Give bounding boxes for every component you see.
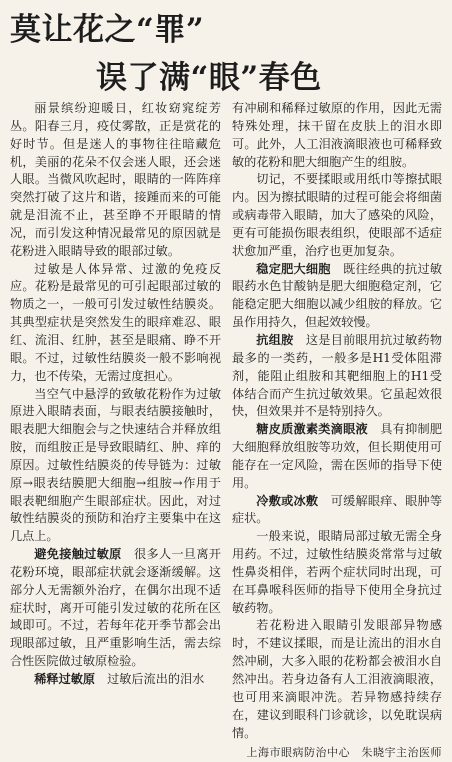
left-column	[10, 100, 221, 689]
headline-line-2: 误了满“眼”春色	[96, 60, 322, 96]
article-headline	[0, 0, 452, 96]
body-paragraph: 丽景缤纷迎暖日，红妆窈窕绽芳丛。阳春三月，疫仗雾散，正是赏花的好时节。但是迷人的事物往往暗藏危机，美丽的花朵不仅会迷人眼，还会迷人眼。当微风吹起时，眼睛的一阵阵痒突然打破了这片和谐，接踵而来的可能就是泪流不止，甚至睁不开眼睛的情况，而引发这种情况最常见的原因就是花粉进入眼睛导致的眼部过敏。	[10, 101, 221, 258]
section-paragraph	[232, 421, 442, 492]
section-text: 可缓解眼痒、眼肿等症状。	[232, 493, 443, 526]
body-paragraph: 一般来说，眼睛局部过敏无需全身用药。不过，过敏性结膜炎常常与过敏性鼻炎相伴，若两个症状同时出现，可在耳鼻喉科医师的指导下使用全身抗过敏药物。	[232, 529, 442, 615]
section-heading: 抗组胺	[256, 332, 294, 347]
right-column	[232, 100, 442, 762]
section-paragraph	[10, 671, 221, 689]
section-heading: 糖皮质激素类滴眼液	[256, 422, 368, 437]
section-paragraph	[10, 546, 221, 671]
body-paragraph: 若花粉进入眼睛引发眼部异物感时，不建议揉眼，而是让流出的泪水自然冲刷，大多入眼的花粉都会被泪水自然冲出。若身边备有人工泪液滴眼液，也可用来滴眼冲洗。若异物感持续存在，建议到眼科门诊就诊，以免耽误病情。	[232, 618, 442, 740]
section-text: 这是目前眼用抗过敏药物最多的一类药，一般多是H1受体阻滞剂，能阻止组胺和其靶细胞上的H1受体结合而产生抗过敏效果。它虽起效很快，但效果并不是特别持久。	[232, 332, 443, 419]
section-heading: 冷敷或冰敷	[256, 493, 319, 508]
section-paragraph	[232, 332, 442, 421]
continued-paragraph: 有冲刷和稀释过敏原的作用，因此无需特殊处理，抹干留在皮肤上的泪水即可。此外，人工泪液滴眼液也可稀释致敏的花粉和肥大细胞产生的组胺。	[232, 101, 442, 169]
section-heading: 稀释过敏原	[34, 672, 95, 686]
section-text: 具有抑制肥大细胞释放组胺等功效，但长期使用可能存在一定风险，需在医师的指导下使用。	[232, 422, 443, 490]
author-byline: 上海市眼病防治中心 朱晓宇主治医师	[246, 746, 442, 760]
section-text: 很多人一旦离开花粉环境，眼部症状就会逐渐缓解。这部分人无需额外治疗，在偶尔出现不适症状时，离开可能引发过敏的花所在区域即可。不过，若每年花开季节都会出现眼部过敏，且严重影响生活，需去综合性医院做过敏原检验。	[10, 547, 221, 669]
body-paragraph: 切记，不要揉眼或用纸巾等擦拭眼内。因为擦拭眼睛的过程可能会将细菌或病毒带入眼睛，加大了感染的风险，更有可能损伤眼表组织，使眼部不适症状愈加严重，治疗也更加复杂。	[232, 172, 442, 258]
section-heading: 稳定肥大细胞	[256, 261, 331, 276]
section-paragraph	[232, 261, 442, 332]
section-text: 过敏后流出的泪水	[107, 672, 205, 686]
body-paragraph: 当空气中悬浮的致敏花粉作为过敏原进入眼睛表面，与眼表结膜接触时，眼表肥大细胞会与之快速结合并释放组胺，而组胺正是导致眼睛红、肿、痒的原因。过敏性结膜炎的传导链为：过敏原→眼表结膜肥大细胞→组胺→作用于眼表靶细胞产生眼部症状。因此，对过敏性结膜炎的预防和治疗主要集中在这几点上。	[10, 386, 221, 544]
section-heading: 避免接触过敏原	[34, 547, 122, 562]
section-text: 既往经典的抗过敏眼药水色甘酸钠是肥大细胞稳定剂，它能稳定肥大细胞以减少组胺的释放。它虽作用持久，但起效较慢。	[232, 261, 443, 330]
section-paragraph	[232, 493, 442, 529]
body-paragraph: 过敏是人体异常、过激的免疫反应。花粉是最常见的可引起眼部过敏的物质之一，一般可引发过敏性结膜炎。其典型症状是突然发生的眼痒难忍、眼红、流泪、红肿，甚至是眼痛、睁不开眼。不过，过敏性结膜炎一般不影响视力，也不传染，无需过度担心。	[10, 261, 221, 383]
headline-line-1: 莫让花之“罪”	[10, 12, 205, 48]
